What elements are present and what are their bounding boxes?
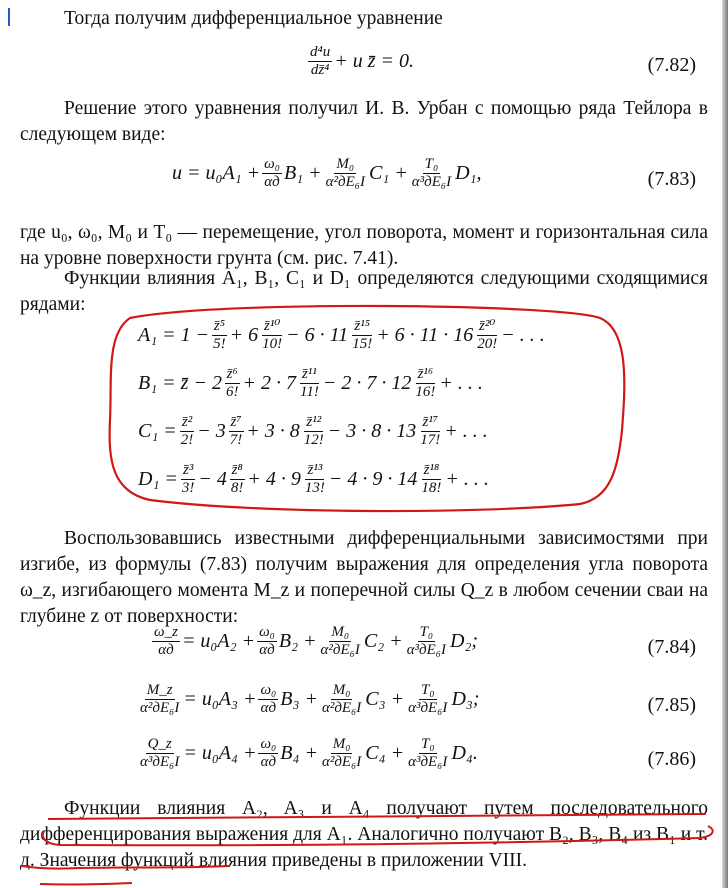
paragraph-definitions: где u₀, ω₀, M₀ и T₀ — перемещение, угол поворота, момент и горизонтальная сила на уровне поверхности грунта (см. рис. 7.41).	[20, 222, 708, 269]
page-edge	[722, 0, 728, 888]
paragraph-urban: Решение этого уравнения получил И. В. Урбан с помощью ряда Тейлора в следующем виде:	[20, 98, 708, 145]
red-underline-4	[40, 883, 132, 884]
paragraph-derivatives: Воспользовавшись известными дифференциальными зависимостями при изгибе, из формулы (7.83) получим выражения для определения угла поворота ω_z, изгибающего момента M_z и поперечной силы Q_z в любом сечении сваи на глубине z от поверхности:	[20, 528, 708, 627]
paragraph-influence-functions: Функции влияния A₁, B₁, C₁ и D₁ определяются следующими сходящимися рядами:	[20, 268, 708, 315]
paragraph-conclusion: Функции влияния A₂, A₃ и A₄ получают путем последовательного дифференцирования выражения для A₁. Аналогично получают B₂, B₃, B₄ из B₁ и т. д. Значения функций влияния приведены в приложении VIII.	[20, 798, 708, 871]
equation-number: (7.83)	[647, 168, 696, 190]
equation-number: (7.82)	[647, 54, 696, 76]
equation-7-85: $\frac{M\_z}{\text{α²дE₆I}}$ = u₀A₃ + $\frac{\text{ω₀}}{\alpha д}$ B₃ + $\frac{\text{M₀}}{\text{α²дE₆I}}$ C₃ + $\frac{\text{T₀}}{\text{α³дE₆I}}$ D₃; (7.85)	[140, 682, 696, 716]
equation-rest: + u z̄ = 0.	[334, 50, 414, 72]
series-d1: D₁ = $\frac{\text{z̄³}}{3!}$ − 4 $\frac{\text{z̄⁸}}{8!}$ + 4 · 9 $\frac{\text{z̄¹³}}{13!}$ − 4 · 9 · 14 $\frac{\text{z̄¹⁸}}{18!}$ + . . .	[138, 462, 489, 496]
equation-7-86: $\frac{Q\_z}{\text{α³дE₆I}}$ = u₀A₄ + $\frac{\text{ω₀}}{\alpha д}$ B₄ + $\frac{\text{M₀}}{\text{α²дE₆I}}$ C₄ + $\frac{\text{T₀}}{\text{α³дE₆I}}$ D₄. (7.86)	[140, 736, 696, 770]
series-b1: B₁ = z̄ − 2 $\frac{\text{z̄⁶}}{6!}$ + 2 · 7 $\frac{\text{z̄¹¹}}{11!}$ − 2 · 7 · 12 $\frac{\text{z̄¹⁶}}{16!}$ + . . .	[138, 366, 483, 400]
series-c1: C₁ = $\frac{\text{z̄²}}{2!}$ − 3 $\frac{\text{z̄⁷}}{7!}$ + 3 · 8 $\frac{\text{z̄¹²}}{12!}$ − 3 · 8 · 13 $\frac{\text{z̄¹⁷}}{17!}$ + . . .	[138, 414, 488, 448]
margin-mark	[8, 8, 10, 26]
equation-number: (7.84)	[647, 636, 696, 658]
fraction: $\frac{\text{d⁴u}}{\text{dz̄⁴}}$	[310, 44, 331, 78]
equation-7-84: $\frac{\omega\_z}{\alpha д}$ = u₀A₂ + $\frac{\text{ω₀}}{\alpha д}$ B₂ + $\frac{\text{M₀}}{\text{α²дE₆I}}$ C₂ + $\frac{\text{T₀}}{\text{α³дE₆I}}$ D₂; (7.84)	[154, 624, 696, 658]
series-block	[112, 308, 618, 508]
paragraph-intro: Тогда получим дифференциальное уравнение	[64, 8, 443, 29]
equation-number: (7.85)	[647, 694, 696, 716]
equation-number: (7.86)	[647, 748, 696, 770]
series-a1: A₁ = 1 − $\frac{\text{z̄⁵}}{5!}$ + 6 $\frac{\text{z̄¹⁰}}{10!}$ − 6 · 11 $\frac{\text{z̄¹⁵}}{15!}$ + 6 · 11 · 16 $\frac{\text{z̄²⁰}}{20!}$ − . . .	[138, 318, 545, 352]
equation-7-82	[0, 40, 710, 92]
equation-7-83: u = u₀A₁ + $\frac{\text{ω₀}}{\alpha д}$ B₁ + $\frac{\text{M₀}}{\text{α²дE₆I}}$ C₁ + $\frac{\text{T₀}}{\text{α³дE₆I}}$ D₁, (7.83)	[172, 156, 696, 190]
